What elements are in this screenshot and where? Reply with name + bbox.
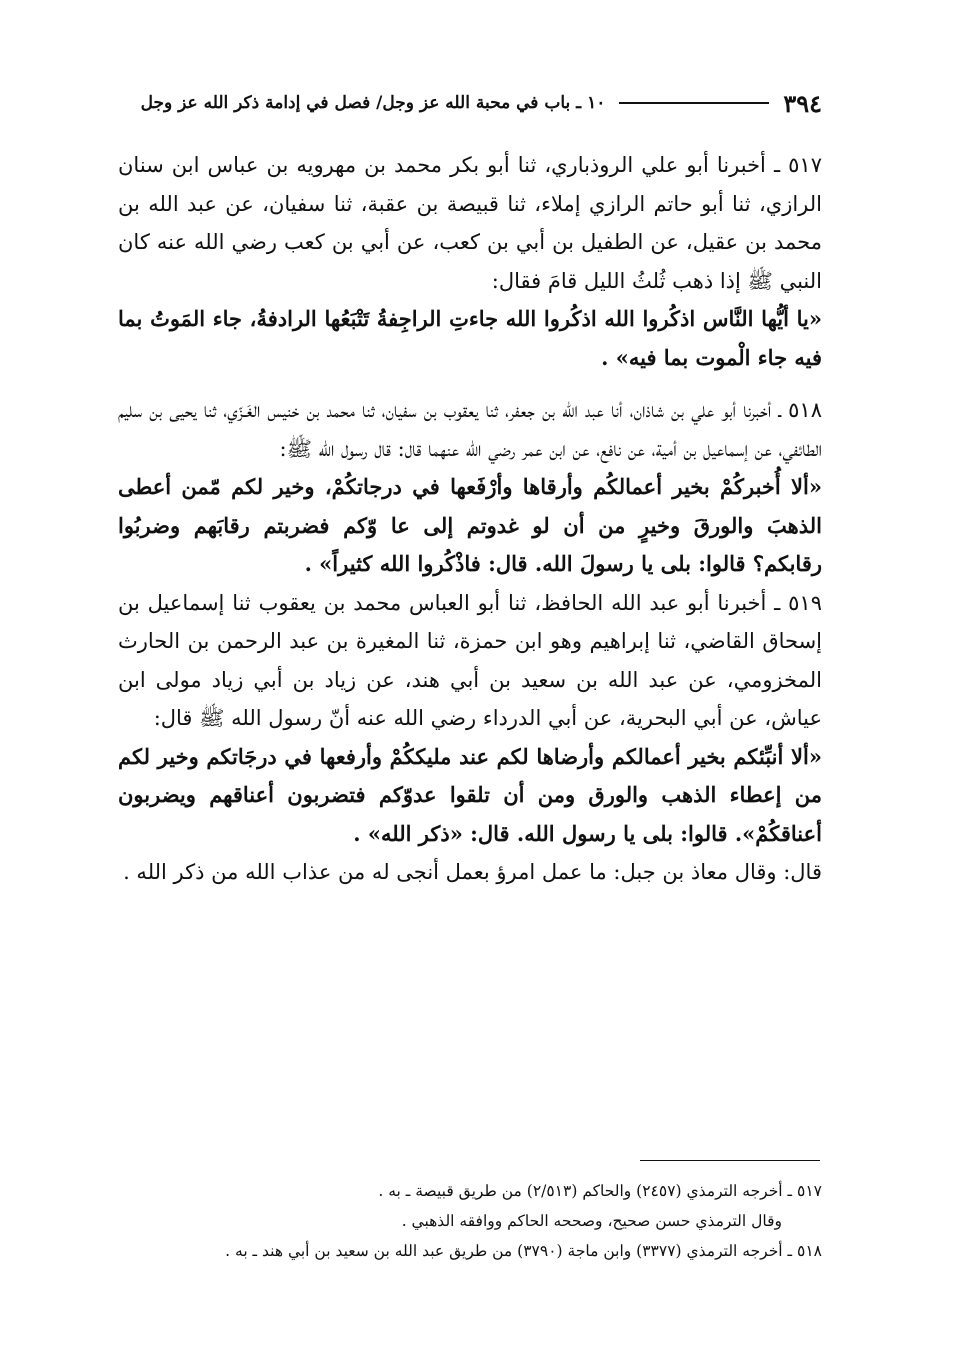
page-number: ٣٩٤	[783, 88, 822, 118]
footnote: ٥١٨ ـ أخرجه الترمذي (٣٣٧٧) وابن ماجة (٣٧٩٠) من طريق عبد الله بن سعيد بن أبي هند ـ به .	[225, 1242, 822, 1260]
paragraph-gap	[118, 377, 822, 391]
page-header	[118, 86, 822, 120]
isnad-paragraph: ٥١٨ ـ أخبرنا أبو علي بن شاذان، أنا عبد الله بن جعفر، ثنا يعقوب بن سفيان، ثنا محمد بن خنيس الغَـزّي، ثنا يحيى بن سليم الطائفي، عن إسماعيل بن أمية، عن نافع، عن ابن عمر رضي الله عنهما قال: قال رسول الله ﷺ:	[118, 398, 822, 461]
hadith-paragraph: «ألا أُخبركُمْ بخير أعمالكُم وأرقاها وأرْفَعها في درجاتكُمْ، وخير لكم مّمن أعطى الذهبَ والورقَ وخيرٍ من أن لو غدوتم إلى عا وّكم فضربتم رقابَهم وضربُوا رقابكم؟ قالوا: بلى يا رسولَ الله. قال: فاذْكُروا الله كثيراً» .	[118, 474, 822, 576]
footnote: ٥١٧ ـ أخرجه الترمذي (٢٤٥٧) والحاكم (٢/٥١٣) من طريق قبيصة ـ به .	[378, 1182, 822, 1200]
isnad-paragraph: قال: وقال معاذ بن جبل: ما عمل امرؤ بعمل أنجى له من عذاب الله من ذكر الله .	[123, 860, 822, 884]
footnotes	[118, 1176, 822, 1266]
hadith-paragraph: «ألا أنبِّئكم بخير أعمالكم وأرضاها لكم عند مليككُمْ وأرفعها في درجَاتكم وخير لكم من إعطاء الذهب والورق ومن أن تلقوا عدوّكم فتضربون أعناقهم ويضربون أعناقكُمْ». قالوا: بلى يا رسول الله. قال: «ذكر الله» .	[118, 743, 822, 846]
running-title: ١٠ ـ باب في محبة الله عز وجل/ فصل في إدامة ذكر الله عز وجل	[140, 93, 606, 113]
hadith-paragraph: «يا أيُّها النَّاس اذكُروا الله اذكُروا الله جاءتِ الراجِفةُ تَتْبَعُها الرادفةُ، جاء المَوتُ بما فيه جاء الْموت بما فيه» .	[118, 306, 822, 370]
isnad-paragraph: ٥١٩ ـ أخبرنا أبو عبد الله الحافظ، ثنا أبو العباس محمد بن يعقوب ثنا إسماعيل بن إسحاق القاضي، ثنا إبراهيم وهو ابن حمزة، ثنا المغيرة بن عبد الرحمن بن الحارث المخزومي، عن عبد الله بن سعيد بن أبي هند، عن زياد بن أبي زياد مولى ابن عياش، عن أبي البحرية، عن أبي الدرداء رضي الله عنه أنّ رسول الله ﷺ قال:	[118, 590, 822, 730]
header-rule	[619, 102, 769, 104]
footnote-rule	[640, 1160, 820, 1161]
footnote: وقال الترمذي حسن صحيح، وصححه الحاكم ووافقه الذهبي .	[401, 1212, 782, 1230]
isnad-paragraph: ٥١٧ ـ أخبرنا أبو علي الروذباري، ثنا أبو بكر محمد بن مهرويه بن عباس ابن سنان الرازي، ثنا أبو حاتم الرازي إملاء، ثنا قبيصة بن عقبة، ثنا سفيان، عن عبد الله بن محمد بن عقيل، عن الطفيل بن أبي بن كعب، عن أبي بن كعب رضي الله عنه كان النبي ﷺ إذا ذهب ثُلثُ الليل قامَ فقال:	[118, 153, 822, 293]
main-text	[118, 146, 822, 892]
